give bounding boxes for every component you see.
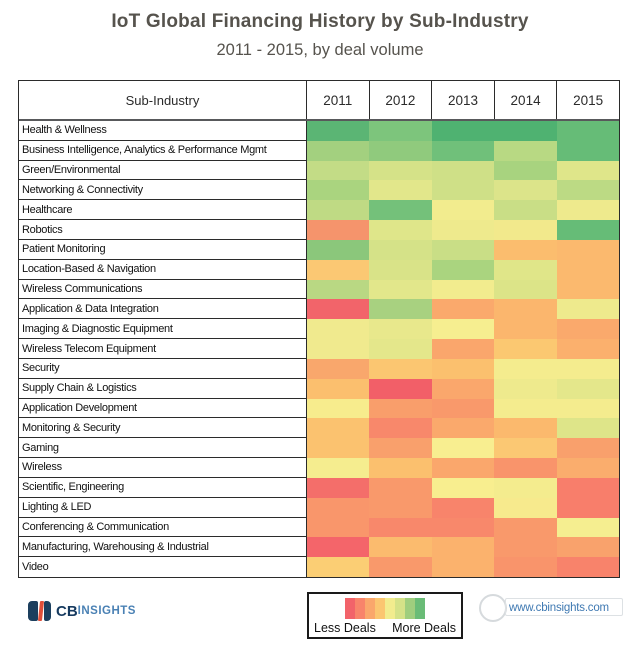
row-label: Conferencing & Communication: [19, 518, 307, 538]
heatmap-cell: [432, 498, 494, 518]
heatmap-cell: [494, 418, 556, 438]
heatmap-cell: [307, 537, 369, 557]
table-row: [19, 121, 619, 141]
legend-swatch: [375, 598, 385, 619]
row-label: Wireless Communications: [19, 280, 307, 300]
heatmap-cell: [494, 379, 556, 399]
logo-text-insights: INSIGHTS: [77, 605, 136, 617]
heatmap-cell: [307, 240, 369, 260]
legend-gradient: [345, 598, 425, 619]
heatmap-cell: [369, 498, 431, 518]
column-header-2012: 2012: [370, 81, 433, 119]
heatmap-cell: [557, 498, 619, 518]
table-row: [19, 299, 619, 319]
heatmap-cell: [432, 557, 494, 577]
heatmap-cell: [557, 141, 619, 161]
table-row: [19, 240, 619, 260]
row-label: Manufacturing, Warehousing & Industrial: [19, 537, 307, 557]
row-label: Video: [19, 557, 307, 577]
heatmap-cell: [432, 220, 494, 240]
row-label: Imaging & Diagnostic Equipment: [19, 319, 307, 339]
row-label: Wireless: [19, 458, 307, 478]
heatmap-cell: [307, 518, 369, 538]
page-title: IoT Global Financing History by Sub-Industry: [111, 11, 529, 32]
row-label: Security: [19, 359, 307, 379]
heatmap-cell: [307, 319, 369, 339]
heatmap-cell: [494, 240, 556, 260]
row-label: Monitoring & Security: [19, 418, 307, 438]
column-header-2013: 2013: [432, 81, 495, 119]
column-header-2014: 2014: [495, 81, 558, 119]
heatmap-cell: [307, 161, 369, 181]
legend: [307, 592, 463, 639]
table-row: [19, 379, 619, 399]
heatmap-cell: [557, 458, 619, 478]
table-row: [19, 498, 619, 518]
page-subtitle: 2011 - 2015, by deal volume: [216, 41, 424, 59]
legend-swatch: [365, 598, 375, 619]
table-row: [19, 418, 619, 438]
heatmap-cell: [494, 200, 556, 220]
row-label: Patient Monitoring: [19, 240, 307, 260]
heatmap-cell: [494, 359, 556, 379]
heatmap-cell: [432, 418, 494, 438]
heatmap-cell: [494, 121, 556, 141]
heatmap-cell: [369, 121, 431, 141]
heatmap-cell: [307, 280, 369, 300]
heatmap-cell: [369, 200, 431, 220]
heatmap-cell: [369, 557, 431, 577]
heatmap-cell: [557, 557, 619, 577]
row-label: Wireless Telecom Equipment: [19, 339, 307, 359]
heatmap-cell: [369, 458, 431, 478]
heatmap-cell: [369, 161, 431, 181]
heatmap-cell: [369, 339, 431, 359]
heatmap-cell: [494, 557, 556, 577]
table-row: [19, 458, 619, 478]
heatmap-cell: [432, 438, 494, 458]
heatmap-cell: [369, 180, 431, 200]
row-label: Healthcare: [19, 200, 307, 220]
heatmap-cell: [557, 418, 619, 438]
row-label: Supply Chain & Logistics: [19, 379, 307, 399]
heatmap-cell: [307, 339, 369, 359]
heatmap-cell: [432, 379, 494, 399]
heatmap-cell: [307, 399, 369, 419]
heatmap-cell: [432, 180, 494, 200]
heatmap-cell: [369, 379, 431, 399]
heatmap-cell: [432, 299, 494, 319]
table-header-row: [19, 81, 619, 121]
heatmap-cell: [369, 359, 431, 379]
heatmap-cell: [557, 518, 619, 538]
heatmap-cell: [494, 220, 556, 240]
heatmap-cell: [307, 418, 369, 438]
legend-more-label: More Deals: [392, 621, 456, 635]
row-label: Health & Wellness: [19, 121, 307, 141]
heatmap-cell: [307, 220, 369, 240]
table-row: [19, 339, 619, 359]
table-row: [19, 280, 619, 300]
column-header-2015: 2015: [573, 92, 604, 108]
heatmap-cell: [494, 339, 556, 359]
row-label: Scientific, Engineering: [19, 478, 307, 498]
heatmap-cell: [557, 220, 619, 240]
table-row: [19, 141, 619, 161]
row-label: Location-Based & Navigation: [19, 260, 307, 280]
row-label: Robotics: [19, 220, 307, 240]
heatmap-cell: [494, 478, 556, 498]
table-row: [19, 557, 619, 577]
heatmap-cell: [557, 438, 619, 458]
table-row: [19, 180, 619, 200]
heatmap-cell: [557, 260, 619, 280]
heatmap-cell: [369, 399, 431, 419]
heatmap-cell: [432, 537, 494, 557]
heatmap-cell: [307, 359, 369, 379]
legend-less-label: Less Deals: [314, 621, 376, 635]
heatmap-cell: [369, 319, 431, 339]
heatmap-cell: [307, 121, 369, 141]
legend-swatch: [395, 598, 405, 619]
heatmap-cell: [369, 438, 431, 458]
heatmap-cell: [369, 299, 431, 319]
heatmap-cell: [432, 359, 494, 379]
heatmap-cell: [432, 240, 494, 260]
heatmap-cell: [557, 161, 619, 181]
heatmap-cell: [494, 498, 556, 518]
heatmap-cell: [557, 379, 619, 399]
heatmap-cell: [494, 399, 556, 419]
heatmap-cell: [557, 319, 619, 339]
heatmap-cell: [369, 220, 431, 240]
heatmap-cell: [432, 280, 494, 300]
heatmap-cell: [494, 161, 556, 181]
table-row: [19, 260, 619, 280]
table-row: [19, 518, 619, 538]
table-row: [19, 438, 619, 458]
heatmap-cell: [432, 141, 494, 161]
table-row: [19, 537, 619, 557]
heatmap-body: [19, 121, 619, 577]
row-label: Business Intelligence, Analytics & Performance Mgmt: [19, 141, 307, 161]
row-label: Lighting & LED: [19, 498, 307, 518]
heatmap-table: [18, 80, 620, 578]
cb-insights-logo-icon: [28, 601, 51, 621]
table-row: [19, 359, 619, 379]
heatmap-cell: [557, 200, 619, 220]
heatmap-cell: [307, 379, 369, 399]
column-header-2011: 2011: [307, 81, 370, 119]
heatmap-cell: [369, 240, 431, 260]
heatmap-cell: [557, 339, 619, 359]
heatmap-cell: [307, 141, 369, 161]
heatmap-cell: [494, 438, 556, 458]
heatmap-cell: [432, 121, 494, 141]
heatmap-cell: [557, 240, 619, 260]
heatmap-cell: [307, 458, 369, 478]
heatmap-cell: [432, 458, 494, 478]
heatmap-cell: [494, 537, 556, 557]
table-row: [19, 161, 619, 181]
cbinsights-url-link[interactable]: www.cbinsights.com: [509, 602, 609, 614]
legend-swatch: [385, 598, 395, 619]
heatmap-cell: [432, 200, 494, 220]
heatmap-cell: [557, 299, 619, 319]
heatmap-cell: [369, 537, 431, 557]
heatmap-cell: [432, 339, 494, 359]
legend-swatch: [345, 598, 355, 619]
heatmap-cell: [307, 299, 369, 319]
row-label: Gaming: [19, 438, 307, 458]
heatmap-cell: [494, 141, 556, 161]
heatmap-cell: [369, 518, 431, 538]
legend-swatch: [415, 598, 425, 619]
heatmap-cell: [432, 161, 494, 181]
heatmap-cell: [307, 498, 369, 518]
column-header-sub-industry: Sub-Industry: [19, 81, 307, 119]
heatmap-cell: [369, 478, 431, 498]
heatmap-cell: [557, 537, 619, 557]
heatmap-cell: [369, 418, 431, 438]
table-row: [19, 220, 619, 240]
heatmap-cell: [557, 121, 619, 141]
heatmap-cell: [307, 557, 369, 577]
heatmap-cell: [432, 260, 494, 280]
table-row: [19, 319, 619, 339]
heatmap-cell: [557, 399, 619, 419]
heatmap-cell: [494, 518, 556, 538]
cb-insights-logo: [28, 601, 136, 621]
row-label: Networking & Connectivity: [19, 180, 307, 200]
legend-swatch: [405, 598, 415, 619]
heatmap-cell: [557, 478, 619, 498]
heatmap-cell: [494, 458, 556, 478]
heatmap-cell: [494, 260, 556, 280]
heatmap-cell: [307, 478, 369, 498]
heatmap-cell: [432, 478, 494, 498]
heatmap-cell: [432, 518, 494, 538]
table-row: [19, 399, 619, 419]
row-label: Green/Environmental: [19, 161, 307, 181]
heatmap-cell: [432, 399, 494, 419]
heatmap-cell: [494, 180, 556, 200]
heatmap-cell: [307, 260, 369, 280]
heatmap-cell: [307, 180, 369, 200]
row-label: Application Development: [19, 399, 307, 419]
heatmap-cell: [369, 141, 431, 161]
watermark-circle: [479, 594, 507, 622]
legend-labels: [314, 621, 456, 635]
heatmap-cell: [369, 260, 431, 280]
heatmap-cell: [494, 299, 556, 319]
row-label: Application & Data Integration: [19, 299, 307, 319]
heatmap-cell: [494, 280, 556, 300]
heatmap-cell: [307, 200, 369, 220]
logo-text-cb: CB: [56, 602, 78, 620]
heatmap-cell: [557, 359, 619, 379]
legend-swatch: [355, 598, 365, 619]
heatmap-cell: [494, 319, 556, 339]
heatmap-cell: [432, 319, 494, 339]
heatmap-cell: [557, 280, 619, 300]
heatmap-cell: [557, 180, 619, 200]
table-row: [19, 200, 619, 220]
table-row: [19, 478, 619, 498]
heatmap-cell: [307, 438, 369, 458]
heatmap-cell: [369, 280, 431, 300]
